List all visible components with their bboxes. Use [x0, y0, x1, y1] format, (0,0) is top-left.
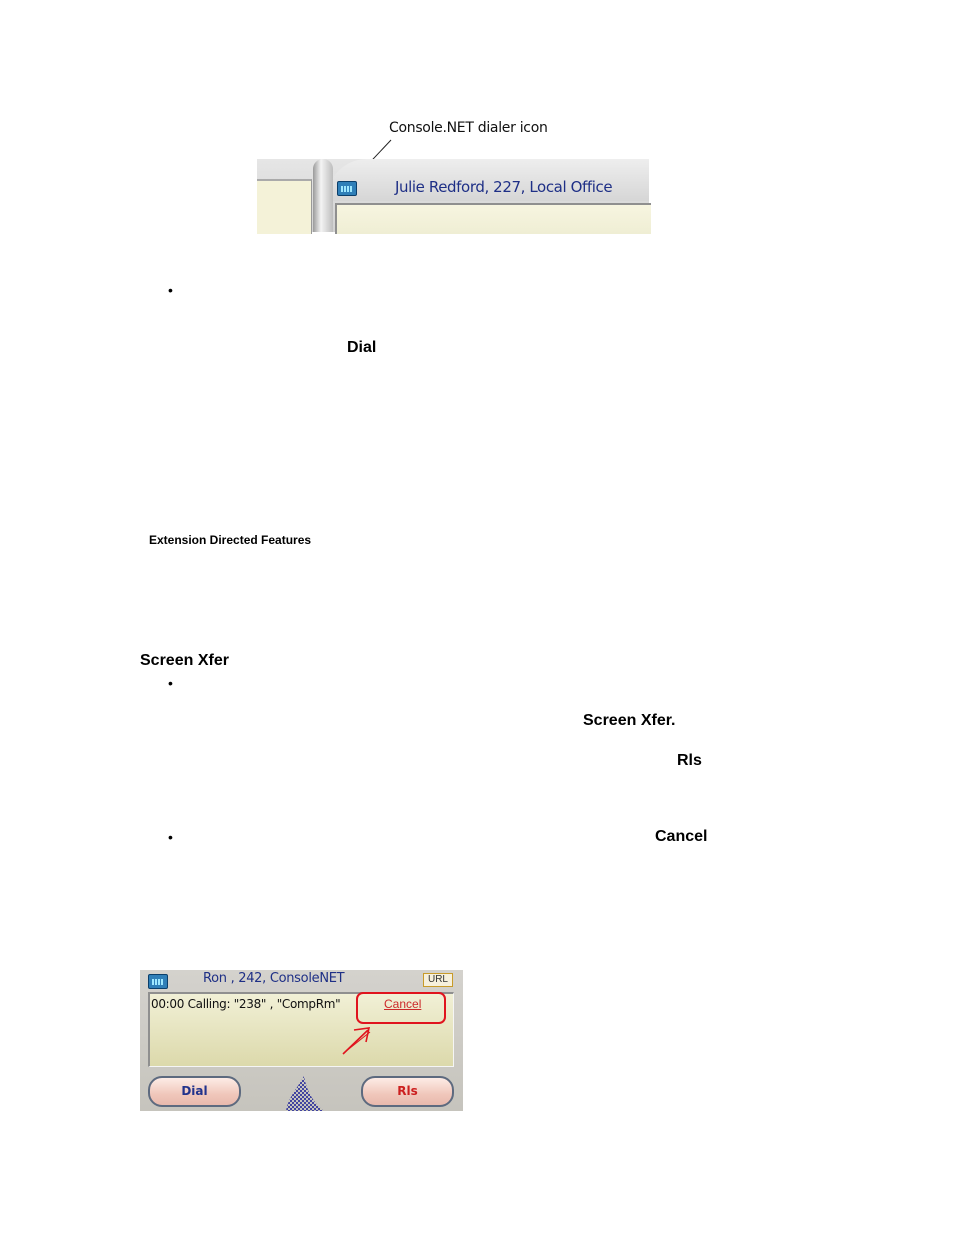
logo-icon: [282, 1072, 326, 1111]
left-pane: [257, 179, 312, 234]
rls-label: Rls: [677, 752, 702, 769]
cancel-highlight: [356, 992, 446, 1024]
caller-line: Ron , 242, ConsoleNET: [203, 971, 345, 986]
cancel-label: Cancel: [655, 828, 708, 845]
bullet: •: [168, 282, 173, 298]
call-status: 00:00 Calling: "238" , "CompRm": [151, 997, 341, 1011]
rls-button[interactable]: Rls: [361, 1076, 454, 1107]
screen-xfer-heading: Screen Xfer: [140, 652, 229, 669]
pane-separator: [313, 159, 333, 232]
caller-line: Julie Redford, 227, Local Office: [395, 178, 613, 196]
section-title: Extension Directed Features: [149, 533, 312, 547]
dialer-icon[interactable]: [148, 974, 168, 989]
calling-window-figure: [140, 970, 463, 1111]
callout-label: Console.NET dialer icon: [389, 120, 548, 136]
call-display: [335, 203, 651, 234]
bullet: •: [168, 675, 173, 691]
cancel-link[interactable]: Cancel: [384, 997, 422, 1011]
screen-xfer-inline: Screen Xfer.: [583, 712, 676, 729]
dialer-icon[interactable]: [337, 181, 357, 196]
bullet: •: [168, 829, 173, 845]
arrow-annotation-icon: [340, 1022, 376, 1058]
console-panel: [257, 159, 649, 232]
dial-button[interactable]: Dial: [148, 1076, 241, 1107]
dial-label: Dial: [347, 339, 377, 356]
dialer-icon-figure: [257, 112, 649, 234]
url-badge[interactable]: URL: [423, 973, 453, 987]
